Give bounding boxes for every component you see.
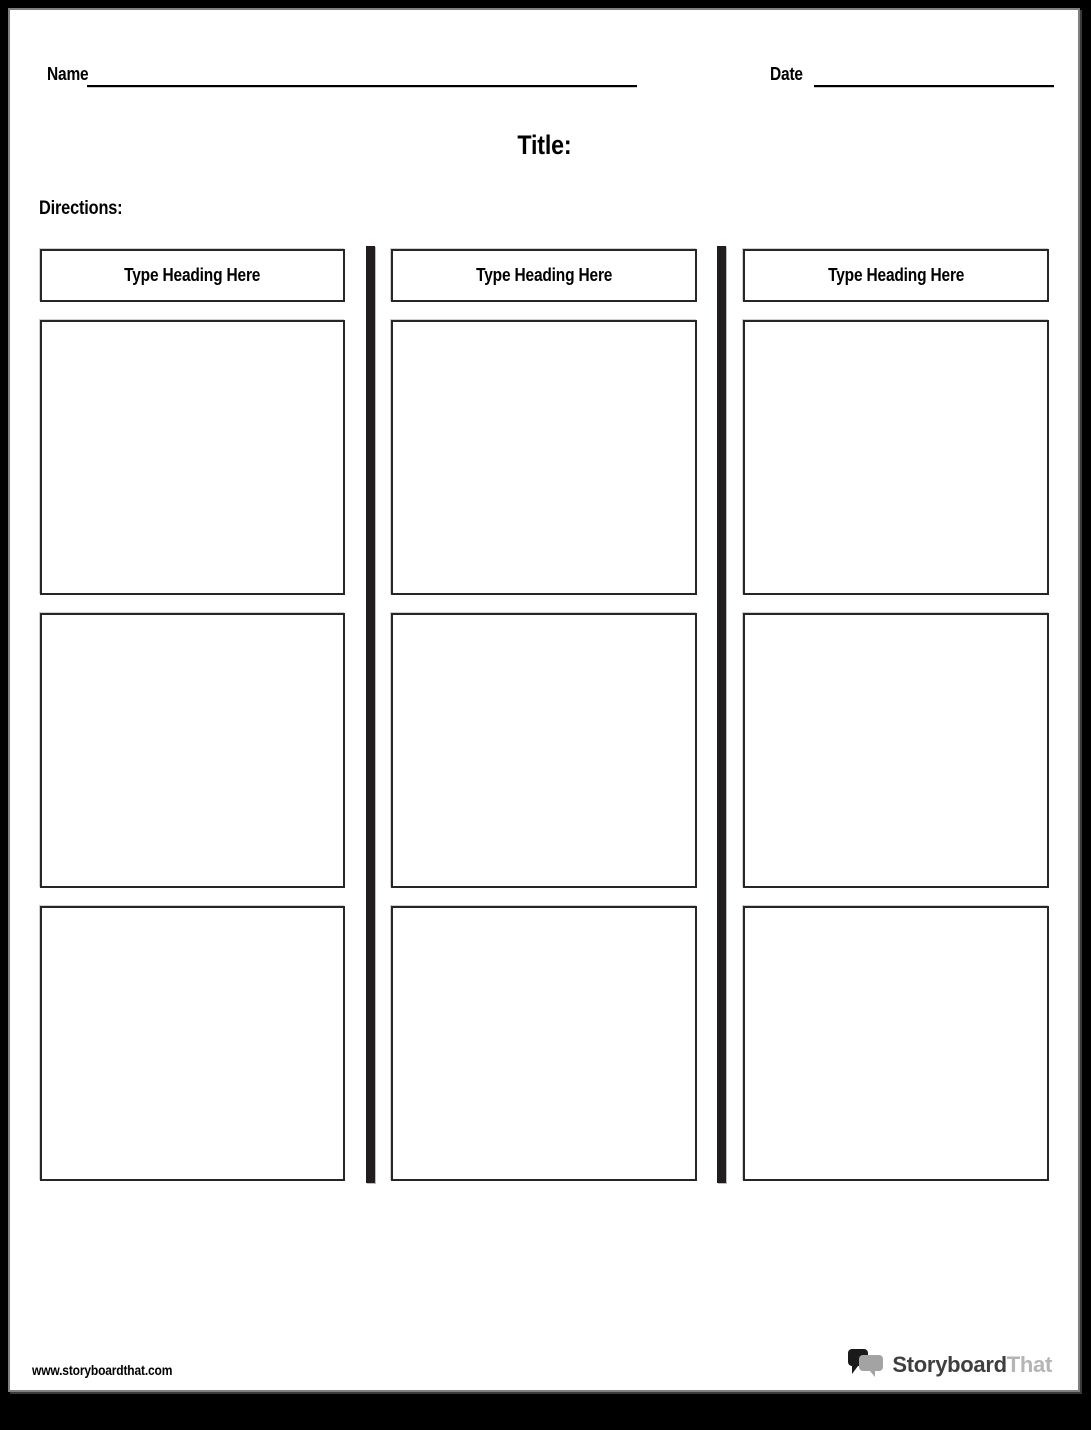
date-label: [770, 64, 808, 85]
directions-label-text: Directions:: [39, 198, 123, 219]
column-3-cell-1[interactable]: [743, 320, 1049, 595]
name-label-text: Name: [47, 64, 89, 84]
column-2-heading-label: Type Heading Here: [475, 265, 613, 285]
storyboardthat-logo: [847, 1348, 1052, 1381]
column-2-heading-box[interactable]: [391, 249, 697, 302]
date-write-line[interactable]: [814, 85, 1054, 87]
date-label-text: Date: [770, 64, 803, 84]
title-label-text: Title:: [516, 130, 572, 160]
column-1: [40, 249, 345, 1199]
column-3: [743, 249, 1049, 1199]
website-url: [32, 1362, 195, 1378]
column-divider-2: [717, 246, 726, 1183]
column-divider-1: [366, 246, 375, 1183]
column-1-heading-label: Type Heading Here: [124, 265, 261, 285]
column-3-heading-box[interactable]: [743, 249, 1049, 302]
directions-label: [39, 198, 136, 220]
logo-text-primary: Storyboard: [892, 1351, 1007, 1377]
column-2-cell-2[interactable]: [391, 613, 697, 888]
logo-text-secondary: That: [1006, 1351, 1052, 1377]
column-2-cell-3[interactable]: [391, 906, 697, 1181]
column-1-heading-box[interactable]: [40, 249, 345, 302]
logo-wordmark: [892, 1352, 1052, 1378]
title-label: [10, 130, 1078, 161]
column-3-cell-2[interactable]: [743, 613, 1049, 888]
column-2: [391, 249, 697, 1199]
speech-bubbles-icon: [847, 1348, 885, 1381]
column-3-cell-3[interactable]: [743, 906, 1049, 1181]
column-1-cell-3[interactable]: [40, 906, 345, 1181]
column-2-cell-1[interactable]: [391, 320, 697, 595]
name-label: [47, 64, 95, 85]
website-url-text: www.storyboardthat.com: [32, 1362, 173, 1378]
name-write-line[interactable]: [87, 85, 637, 87]
column-1-cell-1[interactable]: [40, 320, 345, 595]
column-3-heading-label: Type Heading Here: [827, 265, 965, 285]
column-1-cell-2[interactable]: [40, 613, 345, 888]
worksheet-page: [8, 8, 1080, 1392]
